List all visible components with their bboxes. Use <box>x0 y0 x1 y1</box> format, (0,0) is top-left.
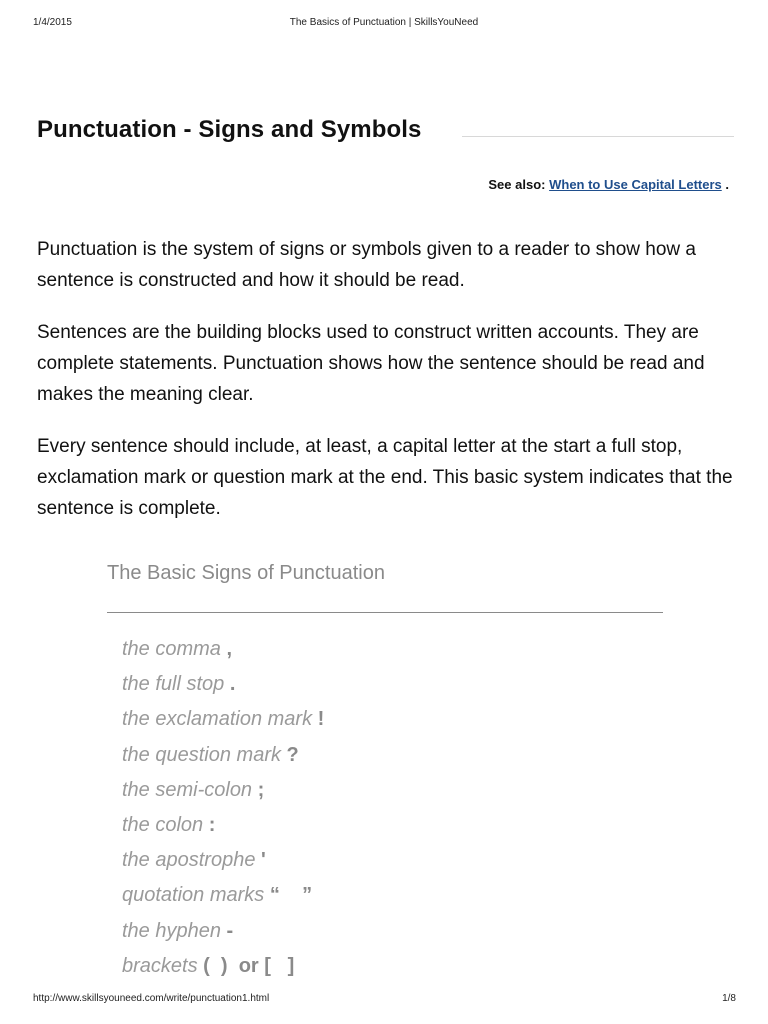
print-url: http://www.skillsyouneed.com/write/punctuation1.html <box>33 993 270 1004</box>
title-divider <box>462 136 734 137</box>
list-item <box>122 668 324 703</box>
sign-symbol: ( ) or [ ] <box>203 954 295 977</box>
print-header <box>0 17 768 31</box>
sign-symbol: “ ” <box>269 884 313 907</box>
sign-label: brackets <box>122 954 198 977</box>
list-item <box>122 950 324 985</box>
sign-label: the full stop <box>122 673 225 696</box>
basic-signs-list <box>122 633 324 985</box>
paragraph-intro: Punctuation is the system of signs or symbols given to a reader to show how a sentence is constructed and how it should be read. <box>37 239 696 291</box>
page-number: 1/8 <box>722 993 736 1004</box>
print-page-title: The Basics of Punctuation | SkillsYouNeed <box>289 17 479 28</box>
capital-letters-link[interactable]: When to Use Capital Letters <box>549 177 722 192</box>
sign-label: the exclamation mark <box>122 708 313 731</box>
list-item <box>122 774 324 809</box>
sign-symbol: ? <box>286 743 299 766</box>
print-footer <box>0 993 768 1007</box>
sign-label: the comma <box>122 638 221 660</box>
see-also-trailing: . <box>725 177 729 192</box>
paragraph-sentences: Sentences are the building blocks used to construct written accounts. They are complete statements. Punctuation shows how the sentence should be read and makes the meaning clear. <box>37 322 705 405</box>
list-item <box>122 879 324 914</box>
sign-symbol: - <box>226 919 234 942</box>
sign-symbol: ; <box>257 778 265 801</box>
see-also-label: See also: <box>488 177 546 192</box>
sign-symbol: : <box>208 813 216 836</box>
list-item <box>122 633 324 668</box>
list-item <box>122 703 324 738</box>
sign-label: the apostrophe <box>122 849 256 872</box>
sign-symbol: ' <box>261 849 266 872</box>
basic-signs-heading: The Basic Signs of Punctuation <box>107 562 385 584</box>
sign-label: the colon <box>122 813 204 836</box>
paragraph-every-sentence: Every sentence should include, at least, a capital letter at the start a full stop, exclamation mark or question mark at the end. This basic system indicates that the sentence is complete. <box>37 436 733 519</box>
basic-signs-divider <box>107 612 663 613</box>
list-item <box>122 844 324 879</box>
article-title: Punctuation - Signs and Symbols <box>37 116 422 143</box>
sign-label: the hyphen <box>122 919 221 942</box>
print-date: 1/4/2015 <box>33 17 72 28</box>
see-also <box>488 177 729 192</box>
sign-symbol: ! <box>317 708 325 731</box>
list-item <box>122 809 324 844</box>
sign-symbol: , <box>226 638 233 660</box>
list-item <box>122 915 324 950</box>
list-item <box>122 739 324 774</box>
sign-label: the question mark <box>122 743 281 766</box>
sign-label: quotation marks <box>122 884 265 907</box>
sign-symbol: . <box>229 673 236 696</box>
sign-label: the semi-colon <box>122 778 253 801</box>
